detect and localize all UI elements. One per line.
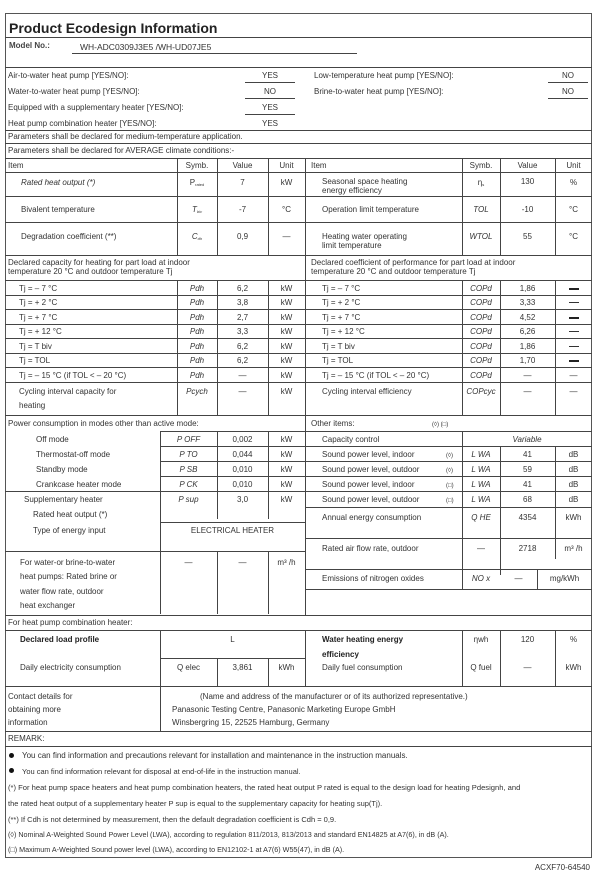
- load-profile-label: Declared load profile: [20, 635, 100, 644]
- standby-label: Standby mode: [36, 465, 88, 474]
- water-eff-unit: %: [569, 635, 578, 644]
- degradation-coef-symb: $C_{dh}$: [191, 232, 203, 241]
- cap-row-value: 6,2: [236, 356, 249, 365]
- combination-heading: For heat pump combination heater:: [8, 618, 133, 627]
- cop-row-value: 1,70: [519, 356, 536, 365]
- divider: [5, 615, 592, 616]
- divider: [160, 431, 305, 432]
- divider: [5, 295, 592, 296]
- off-mode-unit: kW: [280, 435, 293, 444]
- annual-energy-label: Annual energy consumption: [322, 513, 422, 522]
- col-unit-right: Unit: [566, 161, 581, 170]
- divider: [5, 67, 592, 68]
- grid-line: [305, 158, 306, 255]
- flag-combination-label: Heat pump combination heater [YES/NO]:: [8, 119, 157, 128]
- cap-row-unit: kW: [280, 298, 293, 307]
- sound-row-label: Sound power level, outdoor: [322, 495, 420, 504]
- document-code: ACXF70-64540: [534, 863, 590, 872]
- flow-label-2: heat pumps: Rated brine or: [20, 572, 117, 581]
- annual-energy-symb: Q HE: [471, 513, 491, 522]
- average-climate-note: Parameters shall be declared for AVERAGE climate conditions:-: [8, 146, 235, 155]
- cap-row-unit: kW: [280, 342, 293, 351]
- bivalent-temp-symb: $T_{biv}$: [191, 205, 202, 214]
- grid-line: [160, 686, 161, 731]
- seasonal-eff-unit: %: [569, 178, 578, 187]
- cop-row-label: Tj = – 7 °C: [322, 284, 361, 293]
- water-eff-symb: ηwh: [473, 635, 489, 644]
- cop-row-unit: [555, 313, 592, 323]
- sound-row-unit: dB: [568, 465, 579, 474]
- divider: [5, 731, 592, 732]
- power-heading: Power consumption in modes other than active mode:: [8, 419, 199, 428]
- daily-elec-unit: kWh: [278, 663, 295, 672]
- remark-footnote-4: (□) Maximum A-Weighted Sound power level (LWA), according to EN12102-1 at A7(6) W55(47), in dB (A).: [8, 845, 345, 854]
- divider: [5, 172, 592, 173]
- flow-unit: m³ /h: [277, 558, 296, 567]
- crankcase-symb: P CK: [179, 480, 198, 489]
- cop-heading-1: Declared coefficient of performance for part load at indoor: [311, 258, 516, 267]
- divider: [5, 196, 592, 197]
- cycling-efficiency-unit: —: [569, 387, 578, 396]
- operation-limit-label: Operation limit temperature: [322, 205, 419, 214]
- cop-row-symb: COPd: [470, 313, 492, 322]
- daily-elec-value: 3,861: [232, 663, 253, 672]
- cop-row-label: Tj = T biv: [322, 342, 355, 351]
- underline: [245, 82, 295, 83]
- cycling-capacity-label-1: Cycling interval capacity for: [19, 387, 117, 396]
- remark-footnote-1a: (*) For heat pump space heaters and heat pump combination heaters, the rated heat output P rated is equal to the design load for heating Pdesignh, and: [8, 783, 521, 792]
- sound-row-unit: dB: [568, 450, 579, 459]
- capacity-control-label: Capacity control: [322, 435, 380, 444]
- cycling-efficiency-value: —: [523, 387, 532, 396]
- sound-row-label: Sound power level, indoor: [322, 450, 415, 459]
- cop-row-label: Tj = + 2 °C: [322, 298, 361, 307]
- sound-row-label: Sound power level, outdoor: [322, 465, 420, 474]
- divider: [5, 37, 592, 38]
- daily-fuel-label: Daily fuel consumption: [322, 663, 403, 672]
- cap-row-symb: Pdh: [189, 356, 205, 365]
- cap-row-value: 3,3: [236, 327, 249, 336]
- standby-symb: P SB: [179, 465, 198, 474]
- divider: [160, 658, 305, 659]
- daily-fuel-value: —: [523, 663, 532, 672]
- sound-row-value: 68: [523, 495, 532, 504]
- divider: [5, 382, 592, 383]
- water-eff-label-1: Water heating energy: [322, 635, 404, 644]
- cop-row-unit: [555, 327, 592, 337]
- flow-label-3: water flow rate, outdoor: [20, 587, 104, 596]
- cop-row-label: Tj = – 15 °C (if TOL < – 20 °C): [322, 371, 430, 380]
- annual-energy-unit: kWh: [565, 513, 582, 522]
- nox-label: Emissions of nitrogen oxides: [322, 574, 424, 583]
- cop-row-label: Tj = + 7 °C: [322, 313, 361, 322]
- daily-fuel-symb: Q fuel: [470, 663, 492, 672]
- supp-heater-value: 3,0: [236, 495, 249, 504]
- air-flow-value: 2718: [518, 544, 537, 553]
- thermostat-off-value: 0,044: [232, 450, 253, 459]
- cap-row-label: Tj = TOL: [19, 356, 51, 365]
- divider: [160, 522, 305, 523]
- col-symb: Symb.: [185, 161, 209, 170]
- seasonal-eff-label-2: energy efficiency: [322, 186, 382, 195]
- divider: [5, 309, 592, 310]
- daily-fuel-unit: kWh: [565, 663, 582, 672]
- model-value: WH-ADC0309J3E5 /WH-UD07JE5: [80, 42, 212, 52]
- flow-label-4: heat exchanger: [20, 601, 76, 610]
- cap-row-label: Tj = + 2 °C: [19, 298, 58, 307]
- divider: [305, 507, 592, 508]
- cap-row-label: Tj = + 7 °C: [19, 313, 58, 322]
- standby-value: 0,010: [232, 465, 253, 474]
- bivalent-temp-unit: °C: [282, 205, 291, 214]
- cycling-capacity-label-2: heating: [19, 401, 46, 410]
- thermostat-off-symb: P TO: [179, 450, 198, 459]
- seasonal-eff-value: 130: [520, 177, 535, 186]
- cap-row-unit: kW: [280, 327, 293, 336]
- cop-row-symb: COPd: [470, 298, 492, 307]
- cap-row-symb: Pdh: [189, 371, 205, 380]
- cop-row-value: 3,33: [519, 298, 536, 307]
- operation-limit-symb: TOL: [473, 205, 489, 214]
- divider: [5, 630, 592, 631]
- divider: [5, 551, 305, 552]
- cycling-efficiency-label: Cycling interval efficiency: [322, 387, 412, 396]
- cop-row-label: Tj = TOL: [322, 356, 354, 365]
- col-item: Item: [8, 161, 24, 170]
- water-limit-value: 55: [523, 232, 532, 241]
- crankcase-label: Crankcase heater mode: [36, 480, 122, 489]
- grid-line: [160, 491, 161, 614]
- thermostat-off-unit: kW: [280, 450, 293, 459]
- air-flow-unit: m³ /h: [564, 544, 583, 553]
- divider: [5, 415, 592, 416]
- seasonal-eff-label-1: Seasonal space heating: [322, 177, 408, 186]
- degradation-coef-unit: —: [282, 232, 291, 241]
- cycling-capacity-value: —: [238, 387, 247, 396]
- nox-symb: NO x: [471, 574, 491, 583]
- cop-row-symb: COPd: [470, 342, 492, 351]
- contact-note: (Name and address of the manufacturer or of its authorized representative.): [200, 692, 468, 701]
- flag-combination-value: YES: [261, 119, 278, 128]
- flag-supplementary-label: Equipped with a supplementary heater [YES/NO]:: [8, 103, 184, 112]
- energy-input-value: ELECTRICAL HEATER: [190, 526, 275, 535]
- sound-row-value: 41: [523, 450, 532, 459]
- cap-row-symb: Pdh: [189, 284, 205, 293]
- cop-row-unit: [555, 298, 592, 308]
- water-eff-value: 120: [520, 635, 535, 644]
- col-symb-right: Symb.: [469, 161, 493, 170]
- cap-row-value: 6,2: [236, 284, 249, 293]
- capacity-control-value: Variable: [512, 435, 542, 444]
- supp-heater-sub-label: Rated heat output (*): [33, 510, 108, 519]
- cap-row-value: 3,8: [236, 298, 249, 307]
- cop-row-unit: [555, 356, 592, 366]
- divider: [5, 143, 592, 144]
- remark-footnote-2: (**) If Cdh is not determined by measurement, then the default degradation coefficient is Cdh = 0,9.: [8, 815, 337, 824]
- col-value: Value: [232, 161, 253, 170]
- remark-footnote-3: (◊) Nominal A-Weighted Sound Power Level (LWA), according to regulation 811/2013, 813/2013 and standard EN14825 at A7(6), in dB (A).: [8, 830, 449, 839]
- divider: [305, 476, 592, 477]
- degradation-coef-value: 0,9: [236, 232, 249, 241]
- divider: [5, 338, 592, 339]
- divider: [5, 746, 592, 747]
- sound-row-label: Sound power level, indoor: [322, 480, 415, 489]
- cycling-efficiency-symb: COPcyc: [466, 387, 496, 396]
- cop-row-value: 4,52: [519, 313, 536, 322]
- divider: [305, 589, 592, 590]
- divider: [5, 222, 592, 223]
- grid-line: [305, 255, 306, 415]
- cap-row-label: Tj = – 15 °C (if TOL < – 20 °C): [19, 371, 127, 380]
- sound-row-mark: (◊): [446, 468, 453, 474]
- energy-input-label: Type of energy input: [33, 526, 106, 535]
- model-label: Model No.:: [9, 41, 50, 50]
- cop-row-unit: [555, 284, 592, 294]
- air-flow-symb: —: [477, 544, 485, 553]
- cap-row-label: Tj = + 12 °C: [19, 327, 62, 336]
- sound-row-symb: L WA: [471, 495, 491, 504]
- other-items-legend: (◊) (□): [432, 422, 449, 428]
- sound-row-unit: dB: [568, 495, 579, 504]
- cap-row-unit: kW: [280, 371, 293, 380]
- flag-water-to-water-value: NO: [264, 87, 276, 96]
- cop-row-unit: [555, 342, 592, 352]
- cop-row-symb: COPd: [470, 327, 492, 336]
- crankcase-unit: kW: [280, 480, 293, 489]
- flag-brine-label: Brine-to-water heat pump [YES/NO]:: [314, 87, 444, 96]
- rated-heat-output-unit: kW: [280, 178, 293, 187]
- page-title: Product Ecodesign Information: [9, 20, 218, 36]
- bivalent-temp-label: Bivalent temperature: [21, 205, 95, 214]
- col-value-right: Value: [517, 161, 538, 170]
- grid-line: [305, 415, 306, 615]
- underline: [245, 98, 295, 99]
- seasonal-eff-symb: $\eta_s$: [477, 178, 485, 187]
- cap-row-symb: Pdh: [189, 313, 205, 322]
- remark-footnote-1b: the rated heat output of a supplementary heater P sup is equal to the supplementary capacity for heating sup(Tj).: [8, 799, 383, 808]
- rated-heat-output-label: Rated heat output (*): [21, 178, 96, 187]
- other-items-heading: Other items:: [311, 419, 355, 428]
- cap-row-symb: Pdh: [189, 327, 205, 336]
- cop-row-label: Tj = + 12 °C: [322, 327, 365, 336]
- divider: [305, 446, 592, 447]
- rated-heat-output-symb: $P_{rated}$: [189, 178, 205, 187]
- cap-row-label: Tj = T biv: [19, 342, 52, 351]
- bullet-icon: [9, 768, 14, 773]
- col-item-right: Item: [311, 161, 327, 170]
- sound-row-symb: L WA: [471, 465, 491, 474]
- cap-row-symb: Pdh: [189, 298, 205, 307]
- underline: [548, 82, 588, 83]
- supp-heater-symb: P sup: [178, 495, 199, 504]
- bullet-icon: [9, 753, 14, 758]
- water-limit-label-1: Heating water operating: [322, 232, 407, 241]
- flag-supplementary-value: YES: [261, 103, 278, 112]
- cop-heading-2: temperature 20 °C and outdoor temperature Tj: [311, 267, 476, 276]
- remark-heading: REMARK:: [8, 734, 45, 743]
- flag-low-temp-label: Low-temperature heat pump [YES/NO]:: [314, 71, 454, 80]
- cap-row-unit: kW: [280, 356, 293, 365]
- model-underline: [72, 53, 357, 54]
- divider: [305, 569, 592, 570]
- cop-row-value: 6,26: [519, 327, 536, 336]
- water-limit-label-2: limit temperature: [322, 241, 382, 250]
- sound-row-value: 41: [523, 480, 532, 489]
- supp-heater-unit: kW: [280, 495, 293, 504]
- divider: [160, 461, 305, 462]
- cop-row-value: —: [523, 371, 532, 380]
- divider: [305, 431, 592, 432]
- sound-row-unit: dB: [568, 480, 579, 489]
- cop-row-value: 1,86: [519, 284, 536, 293]
- cap-row-value: —: [238, 371, 247, 380]
- air-flow-label: Rated air flow rate, outdoor: [322, 544, 419, 553]
- flag-air-to-water-value: YES: [261, 71, 278, 80]
- col-unit: Unit: [279, 161, 294, 170]
- remark-bullet-1: You can find information and precautions relevant for installation and maintenance in the instruction manuals.: [22, 751, 408, 760]
- cop-row-symb: COPd: [470, 284, 492, 293]
- divider: [5, 255, 592, 256]
- daily-elec-symb: Q elec: [176, 663, 201, 672]
- bivalent-temp-value: -7: [238, 205, 247, 214]
- divider: [5, 280, 592, 281]
- cap-row-label: Tj = – 7 °C: [19, 284, 58, 293]
- standby-unit: kW: [280, 465, 293, 474]
- flag-brine-value: NO: [562, 87, 574, 96]
- sound-row-mark: (□): [446, 483, 454, 489]
- underline: [245, 114, 295, 115]
- underline: [548, 98, 588, 99]
- cop-row-unit: —: [569, 371, 578, 380]
- divider: [160, 446, 305, 447]
- sound-row-mark: (□): [446, 498, 454, 504]
- divider: [5, 353, 592, 354]
- daily-elec-label: Daily electricity consumption: [20, 663, 121, 672]
- cop-row-symb: COPd: [470, 356, 492, 365]
- contact-label-3: information: [8, 718, 48, 727]
- nox-unit: mg/kWh: [549, 574, 580, 583]
- remark-bullet-2: You can find information relevant for disposal at end-of-life in the instruction manual.: [22, 767, 301, 776]
- degradation-coef-label: Degradation coefficient (**): [21, 232, 117, 241]
- contact-label-1: Contact details for: [8, 692, 73, 701]
- divider: [305, 491, 592, 492]
- cop-row-symb: COPd: [470, 371, 492, 380]
- sound-row-value: 59: [523, 465, 532, 474]
- operation-limit-value: -10: [521, 205, 534, 214]
- water-eff-label-2: efficiency: [322, 650, 359, 659]
- cycling-capacity-symb: Pcych: [186, 387, 208, 396]
- supp-heater-label: Supplementary heater: [24, 495, 103, 504]
- sound-row-symb: L WA: [471, 480, 491, 489]
- divider: [5, 324, 592, 325]
- divider: [5, 367, 592, 368]
- cap-row-unit: kW: [280, 313, 293, 322]
- annual-energy-value: 4354: [518, 513, 537, 522]
- divider: [5, 158, 592, 159]
- divider: [160, 476, 305, 477]
- divider: [305, 461, 592, 462]
- off-mode-label: Off mode: [36, 435, 69, 444]
- divider: [5, 130, 592, 131]
- capacity-heading-2: temperature 20 °C and outdoor temperature Tj: [8, 267, 173, 276]
- cap-row-value: 2,7: [236, 313, 249, 322]
- cycling-capacity-unit: kW: [280, 387, 293, 396]
- flag-water-to-water-label: Water-to-water heat pump [YES/NO]:: [8, 87, 140, 96]
- sound-row-mark: (◊): [446, 453, 453, 459]
- contact-label-2: obtaining more: [8, 705, 61, 714]
- flow-value: —: [238, 558, 247, 567]
- water-limit-symb: WTOL: [469, 232, 493, 241]
- flag-air-to-water-label: Air-to-water heat pump [YES/NO]:: [8, 71, 129, 80]
- divider: [5, 686, 592, 687]
- divider: [305, 538, 592, 539]
- cap-row-value: 6,2: [236, 342, 249, 351]
- off-mode-symb: P OFF: [176, 435, 201, 444]
- cap-row-unit: kW: [280, 284, 293, 293]
- cop-row-value: 1,86: [519, 342, 536, 351]
- operation-limit-unit: °C: [569, 205, 578, 214]
- contact-line-1: Panasonic Testing Centre, Panasonic Marketing Europe GmbH: [172, 705, 396, 714]
- grid-line: [305, 630, 306, 686]
- flag-low-temp-value: NO: [562, 71, 574, 80]
- capacity-heading-1: Declared capacity for heating for part load at indoor: [8, 258, 190, 267]
- flow-label-1: For water-or brine-to-water: [20, 558, 116, 567]
- sound-row-symb: L WA: [471, 450, 491, 459]
- rated-heat-output-value: 7: [240, 178, 245, 187]
- contact-line-2: Winsbergring 15, 22525 Hamburg, Germany: [172, 718, 330, 727]
- load-profile-value: L: [230, 635, 235, 644]
- medium-temp-note: Parameters shall be declared for medium-temperature application.: [8, 132, 243, 141]
- off-mode-value: 0,002: [232, 435, 253, 444]
- cap-row-symb: Pdh: [189, 342, 205, 351]
- thermostat-off-label: Thermostat-off mode: [36, 450, 111, 459]
- divider: [5, 491, 305, 492]
- nox-value: —: [514, 574, 523, 583]
- flow-symb: —: [184, 558, 193, 567]
- water-limit-unit: °C: [569, 232, 578, 241]
- crankcase-value: 0,010: [232, 480, 253, 489]
